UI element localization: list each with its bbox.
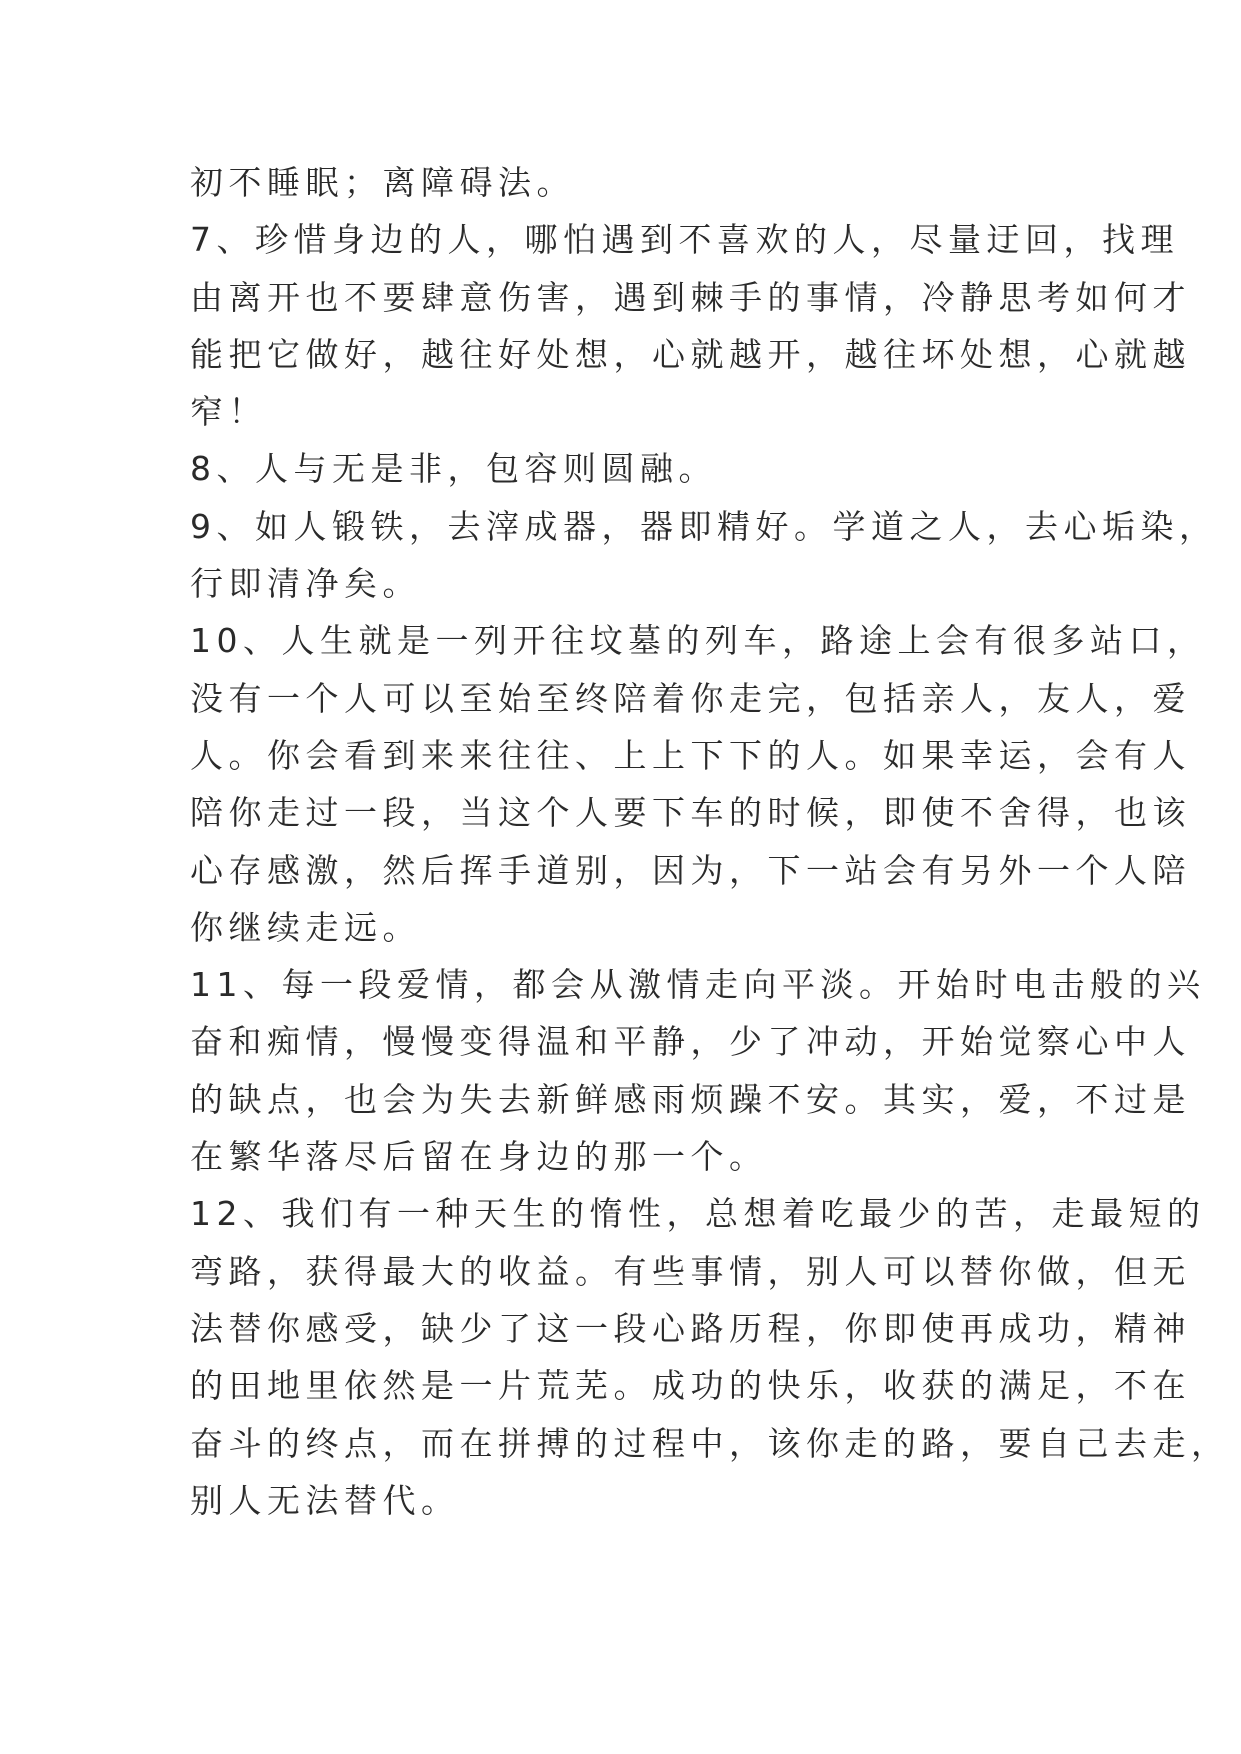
text-line: 奋和痴情，慢慢变得温和平静，少了冲动，开始觉察心中人: [190, 1022, 1191, 1062]
text-line: 10、人生就是一列开往坟墓的列车，路途上会有很多站口，: [190, 621, 1206, 661]
text-line: 别人无法替代。: [190, 1480, 460, 1520]
body-text: [190, 154, 1230, 1529]
text-line: 初不睡眠；离障碍法。: [190, 163, 575, 202]
text-line: 奋斗的终点，而在拼搏的过程中，该你走的路，要自己去走，: [190, 1423, 1230, 1463]
text-line: 行即清净矣。: [190, 564, 421, 604]
text-line: 的缺点，也会为失去新鲜感雨烦躁不安。其实，爱，不过是: [190, 1079, 1191, 1119]
text-line: 7、珍惜身边的人，哪怕遇到不喜欢的人，尽量迂回，找理: [190, 220, 1179, 260]
text-line: 12、我们有一种天生的惰性，总想着吃最少的苦，走最短的: [190, 1194, 1206, 1234]
text-line: 人。你会看到来来往往、上上下下的人。如果幸运，会有人: [190, 735, 1191, 775]
text-line: 窄！: [190, 392, 267, 432]
text-line: 法替你感受，缺少了这一段心路历程，你即使再成功，精神: [190, 1308, 1191, 1348]
text-line: 9、如人锻铁，去滓成器，器即精好。学道之人，去心垢染，: [190, 506, 1218, 546]
text-line: 陪你走过一段，当这个人要下车的时候，即使不舍得，也该: [190, 793, 1191, 833]
text-line: 心存感激，然后挥手道别，因为，下一站会有另外一个人陪: [190, 850, 1191, 890]
text-line: 11、每一段爱情，都会从激情走向平淡。开始时电击般的兴: [190, 965, 1206, 1005]
text-line: 你继续走远。: [190, 907, 421, 947]
text-line: 由离开也不要肆意伤害，遇到棘手的事情，冷静思考如何才: [190, 277, 1191, 317]
text-line: 弯路，获得最大的收益。有些事情，别人可以替你做，但无: [190, 1251, 1191, 1291]
text-line: 8、人与无是非，包容则圆融。: [190, 449, 717, 489]
text-line: 的田地里依然是一片荒芜。成功的快乐，收获的满足，不在: [190, 1366, 1191, 1406]
text-line: 没有一个人可以至始至终陪着你走完，包括亲人，友人，爱: [190, 678, 1191, 718]
text-line: 在繁华落尽后留在身边的那一个。: [190, 1137, 768, 1177]
text-line: 能把它做好，越往好处想，心就越开，越往坏处想，心就越: [190, 334, 1191, 374]
